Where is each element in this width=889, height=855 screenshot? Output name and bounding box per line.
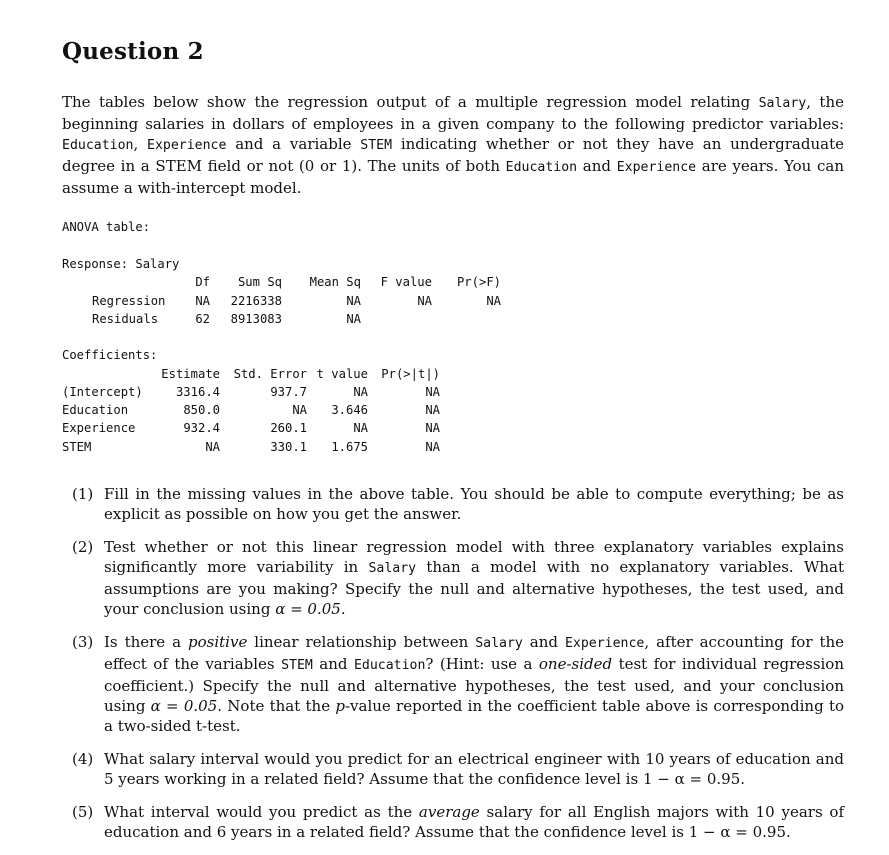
anova-cell-meansq: NA xyxy=(346,312,361,326)
question-text: -value reported in the coefficient table above is corresponding to a two-sided t-test. xyxy=(104,697,844,735)
question-number: (4) xyxy=(72,750,94,768)
coef-label: Coefficients: xyxy=(62,348,158,362)
intro-text: indicating whether or not they have an undergraduate degree in a STEM field or not (0 or 1). The units of both xyxy=(62,135,844,175)
question-text: . xyxy=(786,823,791,841)
coef-row-label: STEM xyxy=(62,440,92,454)
question-text: ? (Hint: use a xyxy=(425,655,539,673)
question-text: Test whether or not this linear regression model with three explanatory variables explains significantly more variability in xyxy=(104,538,844,576)
intro-text: are years. You can assume a with-intercept model. xyxy=(62,157,844,197)
coef-cell-t: 1.675 xyxy=(331,440,368,454)
question-text: What salary interval would you predict for an electrical engineer with 10 years of education and 5 years working in a related field? Assume that the confidence level is xyxy=(104,750,844,788)
question-item-4 xyxy=(72,749,844,789)
question-text: salary for all English majors with 10 years of education and 6 years in a related field? Assume that the confidence level is xyxy=(104,803,844,841)
intro-text: , the beginning salaries in dollars of employees in a given company to the following predictor variables: xyxy=(62,93,844,133)
confidence-expression: 1 − α = 0.95 xyxy=(688,823,787,841)
question-text: than a model with no explanatory variables. What assumptions are you making? Specify the null and alternative hypotheses, the test used, and your conclusion using xyxy=(104,558,844,618)
anova-cell-fvalue: NA xyxy=(417,294,432,308)
var-experience: Experience xyxy=(616,160,697,175)
emphasis-text: one-sided xyxy=(538,655,613,673)
alpha-expression: α = 0.05 xyxy=(150,697,218,715)
coef-row-label: (Intercept) xyxy=(62,385,143,399)
intro-text: and xyxy=(577,157,617,175)
coef-cell-p: NA xyxy=(425,385,440,399)
coef-cell-estimate: NA xyxy=(205,440,220,454)
coef-cell-t: NA xyxy=(353,385,368,399)
coef-cell-t: 3.646 xyxy=(331,403,368,417)
question-text: test for individual regression coefficient.) Specify the null and alternative hypotheses, the test used, and your conclusion using xyxy=(104,655,845,715)
question-text: Is there a xyxy=(104,633,189,651)
question-page xyxy=(62,38,844,197)
var-education: Education xyxy=(505,160,578,175)
coef-cell-t: NA xyxy=(353,421,368,435)
coef-cell-se: NA xyxy=(292,403,307,417)
emphasis-text: positive xyxy=(188,633,248,651)
anova-header-fvalue: F value xyxy=(380,275,432,289)
coef-cell-estimate: 3316.4 xyxy=(175,385,220,399)
coef-cell-estimate: 850.0 xyxy=(183,403,220,417)
question-text: and xyxy=(312,655,354,673)
question-text: . xyxy=(740,770,746,788)
confidence-expression: 1 − α = 0.95 xyxy=(642,770,741,788)
coef-cell-estimate: 932.4 xyxy=(183,421,220,435)
coef-header-estimate: Estimate xyxy=(161,367,220,381)
coef-cell-se: 937.7 xyxy=(270,385,307,399)
question-number: (1) xyxy=(72,485,94,503)
var-salary: Salary xyxy=(758,96,807,111)
alpha-expression: α = 0.05 xyxy=(275,600,341,618)
question-text: and xyxy=(522,633,565,651)
coef-cell-p: NA xyxy=(425,440,440,454)
intro-text: and a variable xyxy=(226,135,361,153)
question-text: linear relationship between xyxy=(247,633,476,651)
anova-cell-df: 62 xyxy=(195,312,210,326)
question-item-5 xyxy=(72,802,844,842)
intro-paragraph xyxy=(62,92,844,198)
emphasis-text: average xyxy=(418,803,480,821)
question-text: . xyxy=(340,600,346,618)
page-title: Question 2 xyxy=(62,38,204,65)
var-experience: Experience xyxy=(147,138,227,153)
var-salary: Salary xyxy=(475,636,523,651)
question-item-1 xyxy=(72,484,844,524)
coef-cell-p: NA xyxy=(425,403,440,417)
question-number: (2) xyxy=(72,538,94,556)
anova-row-label: Residuals xyxy=(92,312,159,326)
var-stem: STEM xyxy=(281,658,313,673)
coef-cell-p: NA xyxy=(425,421,440,435)
anova-cell-sumsq: 2216338 xyxy=(230,294,282,308)
anova-header-meansq: Mean Sq xyxy=(309,275,361,289)
question-text: Fill in the missing values in the above table. You should be able to compute everything; be as explicit as possible on how you get the answer. xyxy=(104,485,844,523)
var-stem: STEM xyxy=(360,138,393,153)
coef-header-p: Pr(>|t|) xyxy=(381,367,440,381)
anova-header-pr: Pr(>F) xyxy=(456,275,501,289)
coef-header-t: t value xyxy=(316,367,368,381)
var-education: Education xyxy=(62,138,134,153)
anova-row-label: Regression xyxy=(92,294,166,308)
var-experience: Experience xyxy=(564,636,645,651)
coef-cell-se: 330.1 xyxy=(270,440,307,454)
anova-cell-meansq: NA xyxy=(346,294,361,308)
question-item-2 xyxy=(72,537,844,619)
p-symbol: p xyxy=(335,697,345,715)
var-education: Education xyxy=(353,658,426,673)
question-number: (5) xyxy=(72,803,94,821)
coef-header-se: Std. Error xyxy=(233,367,307,381)
coef-row-label: Education xyxy=(62,403,129,417)
question-list xyxy=(72,484,844,855)
question-text: What interval would you predict as the xyxy=(104,803,419,821)
question-text: . Note that the xyxy=(217,697,336,715)
coef-row-label: Experience xyxy=(62,421,136,435)
anova-label: ANOVA table: xyxy=(62,220,151,234)
question-text: , after accounting for the effect of the variables xyxy=(104,633,845,673)
var-salary: Salary xyxy=(368,561,417,576)
intro-text: , xyxy=(133,135,148,153)
intro-text: The tables below show the regression output of a multiple regression model relating xyxy=(62,93,759,111)
coef-cell-se: 260.1 xyxy=(270,421,307,435)
anova-header-df: Df xyxy=(195,275,210,289)
question-number: (3) xyxy=(72,633,94,651)
anova-response: Response: Salary xyxy=(62,257,180,271)
question-item-3 xyxy=(72,632,844,736)
anova-cell-pr: NA xyxy=(486,294,501,308)
anova-header-sumsq: Sum Sq xyxy=(237,275,282,289)
anova-cell-sumsq: 8913083 xyxy=(230,312,282,326)
anova-cell-df: NA xyxy=(195,294,210,308)
